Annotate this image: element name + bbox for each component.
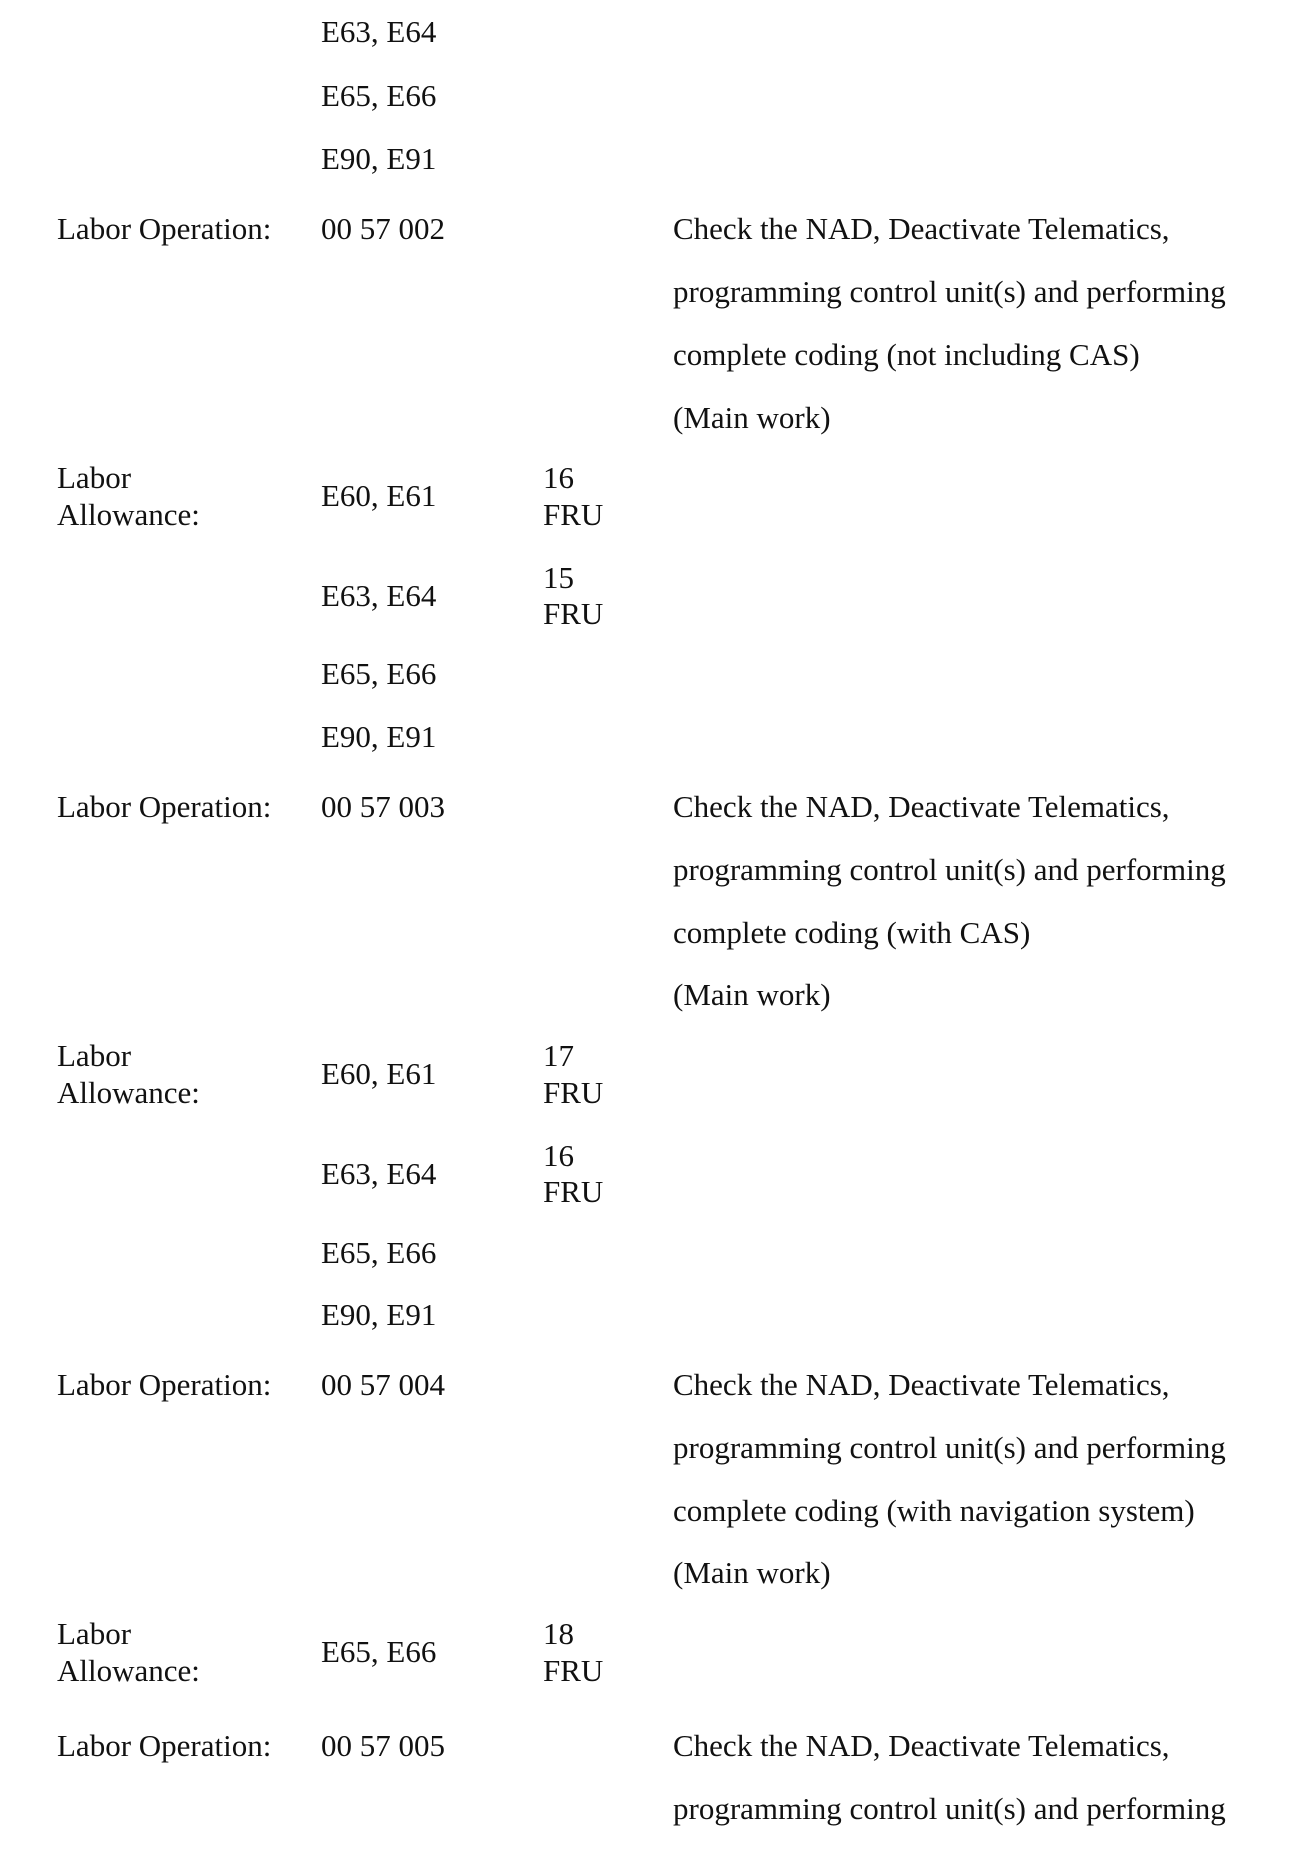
labor-allowance-label: Labor (57, 1038, 132, 1073)
description-line: Check the NAD, Deactivate Telematics, (673, 1728, 1170, 1763)
allowance-models: E65, E66 (321, 1634, 437, 1669)
description-line: Check the NAD, Deactivate Telematics, (673, 789, 1170, 824)
allowance-models: E90, E91 (321, 1297, 437, 1332)
description-line: complete coding (not including CAS) (673, 337, 1140, 372)
labor-operation-label: Labor Operation: (57, 1367, 272, 1402)
labor-allowance-label: Labor (57, 1616, 132, 1651)
description-line: Check the NAD, Deactivate Telematics, (673, 211, 1170, 246)
labor-operation-code: 00 57 002 (321, 211, 445, 246)
allowance-value: 15 (543, 560, 574, 595)
labor-operation-code: 00 57 004 (321, 1367, 445, 1402)
labor-operation-label: Labor Operation: (57, 789, 272, 824)
allowance-unit: FRU (543, 1075, 604, 1110)
allowance-models: E63, E64 (321, 1156, 437, 1191)
description-line: complete coding (with CAS) (673, 915, 1031, 950)
labor-operation-label: Labor Operation: (57, 211, 272, 246)
description-line: complete coding (with navigation system) (673, 1493, 1195, 1528)
description-line: (Main work) (673, 400, 831, 435)
allowance-models: E60, E61 (321, 478, 437, 513)
description-line: programming control unit(s) and performing (673, 274, 1226, 309)
allowance-models: E65, E66 (321, 656, 437, 691)
labor-allowance-label: Allowance: (57, 1075, 200, 1110)
allowance-models: E63, E64 (321, 578, 437, 613)
allowance-models: E60, E61 (321, 1056, 437, 1091)
labor-operation-code: 00 57 003 (321, 789, 445, 824)
description-line: programming control unit(s) and performing (673, 852, 1226, 887)
model-list-item: E65, E66 (321, 78, 437, 113)
allowance-unit: FRU (543, 596, 604, 631)
allowance-models: E90, E91 (321, 719, 437, 754)
model-list-item: E63, E64 (321, 14, 437, 49)
description-line: programming control unit(s) and performing (673, 1791, 1226, 1826)
labor-allowance-label: Allowance: (57, 1653, 200, 1688)
description-line: (Main work) (673, 1555, 831, 1590)
allowance-unit: FRU (543, 1174, 604, 1209)
allowance-models: E65, E66 (321, 1235, 437, 1270)
allowance-value: 17 (543, 1038, 574, 1073)
description-line: (Main work) (673, 977, 831, 1012)
allowance-value: 16 (543, 460, 574, 495)
labor-operation-label: Labor Operation: (57, 1728, 272, 1763)
description-line: programming control unit(s) and performing (673, 1430, 1226, 1465)
description-line: Check the NAD, Deactivate Telematics, (673, 1367, 1170, 1402)
allowance-unit: FRU (543, 497, 604, 532)
labor-operation-code: 00 57 005 (321, 1728, 445, 1763)
model-list-item: E90, E91 (321, 141, 437, 176)
allowance-unit: FRU (543, 1653, 604, 1688)
labor-allowance-label: Labor (57, 460, 132, 495)
allowance-value: 18 (543, 1616, 574, 1651)
allowance-value: 16 (543, 1138, 574, 1173)
labor-allowance-label: Allowance: (57, 497, 200, 532)
